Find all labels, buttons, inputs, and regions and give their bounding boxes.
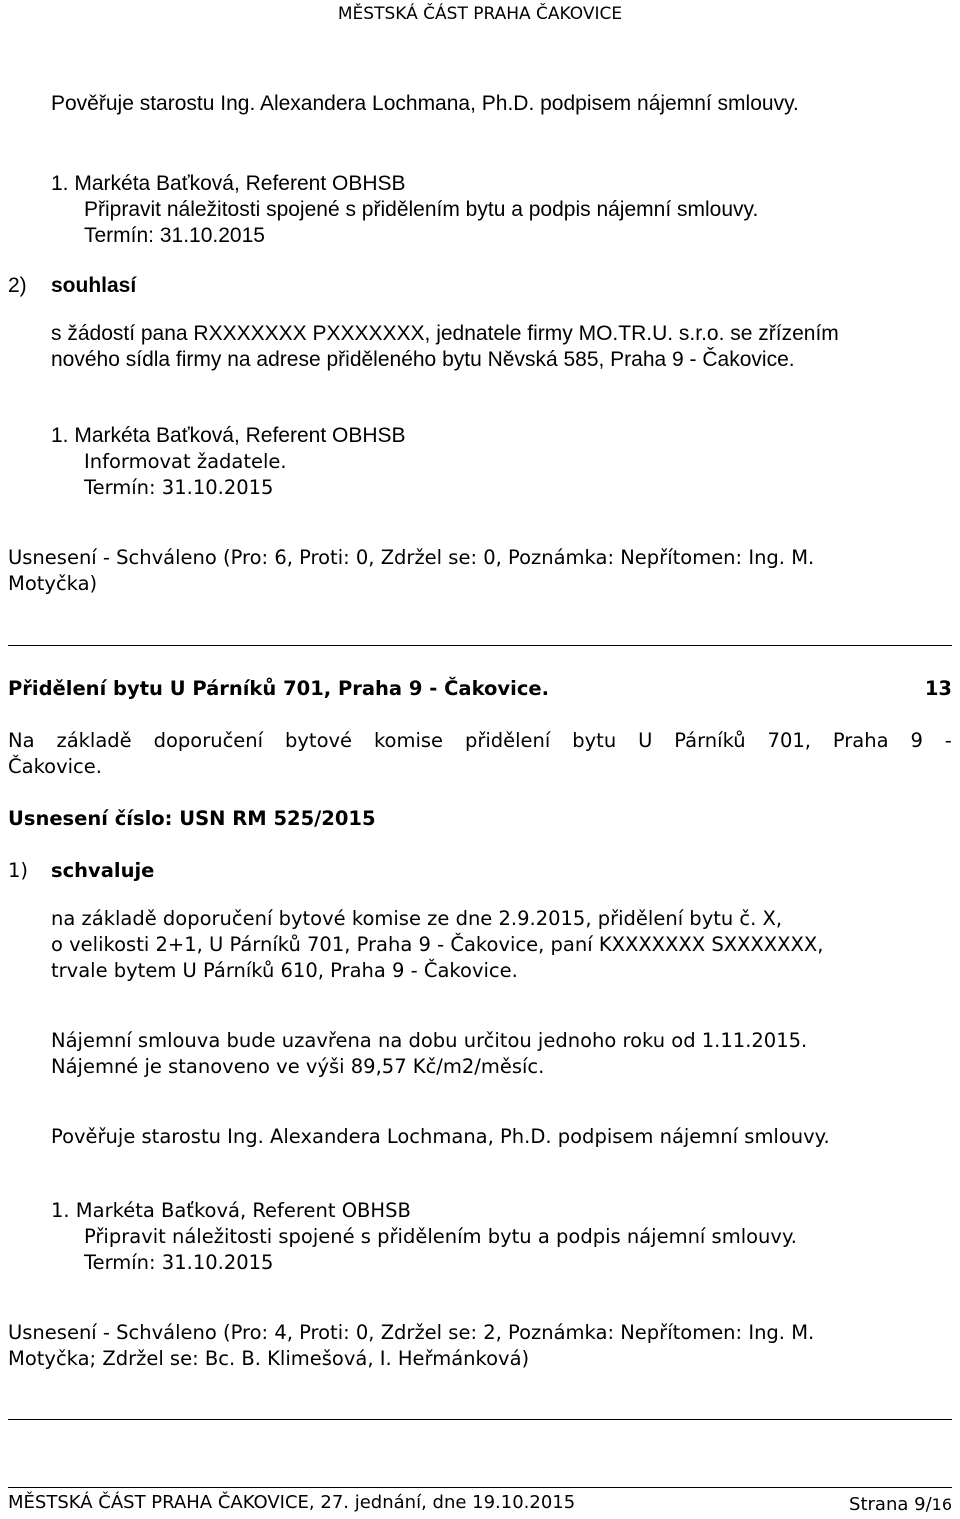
intro-word: komise <box>373 729 444 752</box>
item-number: 13 <box>924 677 952 700</box>
point-text-line2: nového sídla firmy na adrese přiděleného bytu Něvská 585, Praha 9 - Čakovice. <box>51 348 795 371</box>
intro-word: Na <box>8 729 35 752</box>
footer-text: MĚSTSKÁ ČÁST PRAHA ČAKOVICE, 27. jednání, dne 19.10.2015 <box>8 1492 576 1513</box>
task-deadline: Termín: 31.10.2015 <box>84 1251 274 1274</box>
intro-word: bytu <box>572 729 617 752</box>
vote-result-line1: Usnesení - Schváleno (Pro: 4, Proti: 0, Zdržel se: 2, Poznámka: Nepřítomen: Ing. M. <box>8 1321 815 1344</box>
intro-word: U <box>638 729 653 752</box>
point-verb: schvaluje <box>51 859 155 882</box>
task-assignee: 1. Markéta Baťková, Referent OBHSB <box>51 424 406 447</box>
task-text: Připravit náležitosti spojené s přidělením bytu a podpis nájemní smlouvy. <box>84 1225 797 1248</box>
section-divider <box>8 645 952 646</box>
task-assignee: 1. Markéta Baťková, Referent OBHSB <box>51 1199 411 1222</box>
intro-word: Párníků <box>674 729 746 752</box>
vote-result-line2: Motyčka; Zdržel se: Bc. B. Klimešová, I. Heřmánková) <box>8 1347 530 1370</box>
vote-result-line1: Usnesení - Schváleno (Pro: 6, Proti: 0, Zdržel se: 0, Poznámka: Nepřítomen: Ing. M. <box>8 546 815 569</box>
page-total: 16 <box>931 1495 952 1514</box>
body-line1: na základě doporučení bytové komise ze dne 2.9.2015, přidělení bytu č. X, <box>51 907 783 930</box>
intro-word: 701, <box>767 729 811 752</box>
intro-word: Praha <box>832 729 889 752</box>
body-line3: trvale bytem U Párníků 610, Praha 9 - Čakovice. <box>51 959 518 982</box>
point-number: 1) <box>8 859 29 882</box>
task-text: Informovat žadatele. <box>84 450 287 473</box>
page-label: Strana 9/ <box>849 1494 932 1515</box>
intro-word: bytové <box>285 729 353 752</box>
intro-word: přidělení <box>464 729 551 752</box>
task-deadline: Termín: 31.10.2015 <box>84 224 265 247</box>
page-header: MĚSTSKÁ ČÁST PRAHA ČAKOVICE <box>337 4 623 24</box>
point-verb: souhlasí <box>51 274 137 297</box>
delegation-text: Pověřuje starostu Ing. Alexandera Lochmana, Ph.D. podpisem nájemní smlouvy. <box>51 92 799 115</box>
point-text-line1: s žádostí pana RXXXXXXX PXXXXXXX, jednatele firmy MO.TR.U. s.r.o. se zřízením <box>51 322 839 345</box>
resolution-number: Usnesení číslo: USN RM 525/2015 <box>8 807 376 830</box>
delegation-text: Pověřuje starostu Ing. Alexandera Lochmana, Ph.D. podpisem nájemní smlouvy. <box>51 1125 830 1148</box>
task-text: Připravit náležitosti spojené s přidělením bytu a podpis nájemní smlouvy. <box>84 198 759 221</box>
lease-line2: Nájemné je stanoveno ve výši 89,57 Kč/m2/měsíc. <box>51 1055 545 1078</box>
task-deadline: Termín: 31.10.2015 <box>84 476 274 499</box>
section-divider <box>8 1419 952 1420</box>
intro-word: 9 <box>910 729 923 752</box>
task-assignee: 1. Markéta Baťková, Referent OBHSB <box>51 172 406 195</box>
footer-rule <box>8 1487 952 1488</box>
point-number: 2) <box>8 274 27 297</box>
page-number <box>849 1493 952 1517</box>
item-intro-line2: Čakovice. <box>8 755 102 778</box>
body-line2: o velikosti 2+1, U Párníků 701, Praha 9 - Čakovice, paní KXXXXXXX SXXXXXXX, <box>51 933 824 956</box>
item-title: Přidělení bytu U Párníků 701, Praha 9 - Čakovice. <box>8 677 550 700</box>
item-intro-line1 <box>8 729 952 753</box>
intro-word: základě <box>56 729 132 752</box>
intro-word: doporučení <box>153 729 264 752</box>
vote-result-line2: Motyčka) <box>8 572 98 595</box>
intro-word: - <box>944 729 952 752</box>
lease-line1: Nájemní smlouva bude uzavřena na dobu určitou jednoho roku od 1.11.2015. <box>51 1029 808 1052</box>
